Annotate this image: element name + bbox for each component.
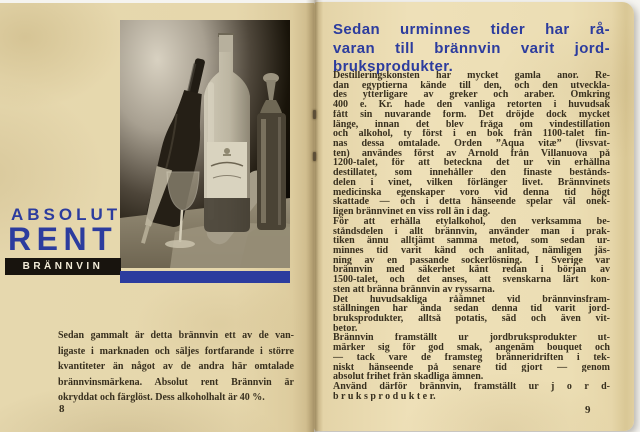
page-number-left: 8 bbox=[59, 403, 65, 415]
text-line: — tack vare de framsteg bränneridriften i tek- bbox=[333, 352, 610, 363]
text-line: ståndsdelen i allt brännvin, använder man i prak- bbox=[333, 226, 610, 237]
text-line: ligen brännvinet en viss roll än i dag. bbox=[333, 207, 491, 217]
text-line: absolut frihet från skadliga ämnen. bbox=[333, 372, 484, 382]
text-line: Destilleringskonsten har mycket gamla anor. Re- bbox=[333, 71, 610, 81]
blue-divider-bar bbox=[120, 271, 290, 283]
text-line: nas dessa omtalade. Orden ”Aqua vitæ” (livsvat- bbox=[333, 139, 610, 149]
text-line: skattade — och i detta hänseende spelar väl onek- bbox=[333, 197, 610, 208]
text-line: sten att bränna brännvin av ryssarna. bbox=[333, 284, 495, 295]
text-line: b r u k s p r o d u k t e r. bbox=[333, 391, 436, 402]
text-line: betor. bbox=[333, 323, 358, 334]
text-line: minnes tid varit känd och anlitad, nämligen jäs- bbox=[333, 245, 610, 256]
text-line: Använd därför brännvin, framställt ur j o r d- bbox=[333, 382, 610, 392]
text-line: varan till brännvin varit jord- bbox=[333, 39, 610, 57]
text-line: Sedan gammalt är detta brännvin ett av de van- bbox=[58, 330, 294, 341]
brand-title-rent: RENT bbox=[8, 221, 118, 257]
text-line: tiken ännu alltjämt samma metod, som sedan ur- bbox=[333, 236, 610, 246]
still-life-illustration bbox=[120, 20, 290, 268]
text-line: ställningen har ända sedan denna tid varit jord- bbox=[333, 304, 610, 314]
text-line: niskt hänseende på senare tid gjort — genom bbox=[333, 362, 610, 373]
text-line: des ytterligare av greker och araber. Omkring bbox=[333, 90, 610, 101]
brand-banner-label: BRÄNNVIN bbox=[22, 261, 104, 272]
brand-banner-brannvin bbox=[5, 258, 121, 275]
text-line: bruksprodukter, alltså potatis, säd och även vit- bbox=[333, 313, 610, 324]
text-line: bruksprodukter. bbox=[333, 58, 454, 75]
text-line: ten) användes först av Arnold från Villanuova på bbox=[333, 148, 610, 159]
text-line: 1500-talet, och det anses, att svenskarna lärt kon- bbox=[333, 275, 610, 285]
text-line: brännvinsmärkena. Absolut rent Brännvin är bbox=[58, 376, 294, 388]
text-line: dan egyptierna kände till den, och den utveckla- bbox=[333, 80, 610, 91]
text-line: brännvin med säkerhet känt redan i början av bbox=[333, 265, 610, 276]
text-line: okryddat och färglöst. Dess alkoholhalt är 40 %. bbox=[58, 392, 265, 404]
text-line: medicinska egenskaper voro vid denna tid högt bbox=[333, 187, 610, 198]
brand-title-absolut: ABSOLUT bbox=[11, 205, 122, 224]
chapter-heading bbox=[333, 21, 610, 77]
left-page-paragraph bbox=[58, 328, 294, 406]
text-line: ning av en passande sockerlösning. I Sverige var bbox=[333, 255, 610, 266]
page-number-right: 9 bbox=[585, 404, 591, 416]
text-line: fått sin nuvarande form. Det dröjde dock mycket bbox=[333, 109, 610, 120]
text-line: delen i vinet, vilken förlänger livet. Brännvinets bbox=[333, 177, 610, 188]
right-page bbox=[314, 2, 634, 431]
text-line: och alkohol, ty först i en bok från 1100-talet fin- bbox=[333, 129, 610, 140]
text-line: Brännvin framställt ur jordbruksprodukter ut- bbox=[333, 333, 610, 344]
text-line: destillatet, som innehåller den finaste bestånds- bbox=[333, 168, 610, 178]
text-line: Sedan urminnes tider har rå- bbox=[333, 21, 610, 38]
text-line: För att erhålla etylalkohol, den verksamma be- bbox=[333, 216, 610, 227]
text-line: märker sig för god smak, angenäm bouquet och bbox=[333, 343, 610, 353]
text-line: kvantiteter än något av de andra här omtalade bbox=[58, 361, 294, 373]
still-life-photo bbox=[120, 20, 290, 268]
text-line: 400 e. Kr. hade den vanliga retorten i huvudsak bbox=[333, 100, 610, 110]
left-page bbox=[0, 3, 314, 432]
text-line: Det huvudsakliga råämnet vid brännvinsfram- bbox=[333, 294, 610, 305]
right-page-text bbox=[333, 71, 610, 401]
text-line: 1200-talet, för att beteckna det ur vin erhållna bbox=[333, 158, 610, 169]
text-line: ligaste i marknaden och säljes fortfarande i större bbox=[58, 345, 294, 357]
text-line: länge, innan det blev fråga om vindestillation bbox=[333, 119, 610, 130]
